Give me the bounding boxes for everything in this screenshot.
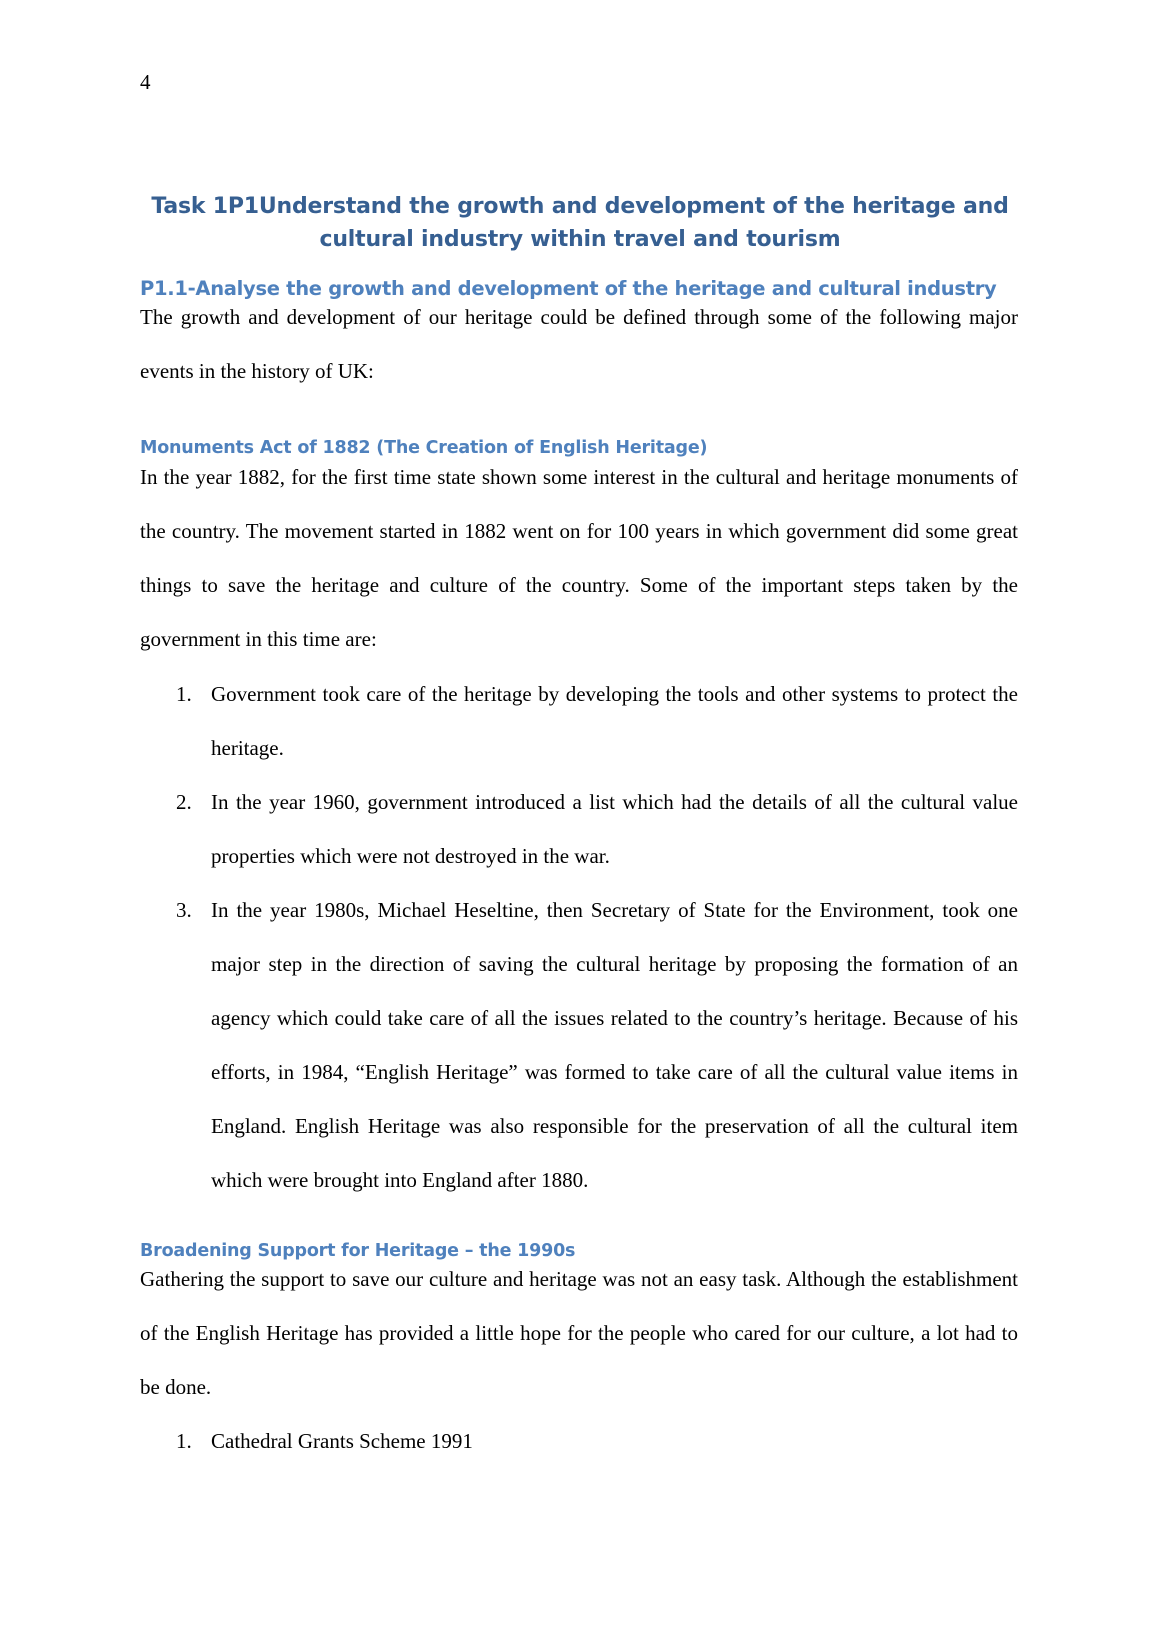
list-item-number: 3. xyxy=(176,898,192,922)
list-item-text: In the year 1960, government introduced a list which had the details of all the cultural value properties which were not destroyed in the war. xyxy=(211,790,1018,868)
section-heading: P1.1-Analyse the growth and development of the heritage and cultural industry xyxy=(140,277,997,300)
broadening-paragraph: Gathering the support to save our culture and heritage was not an easy task. Although the establishment of the English Heritage has provided a little hope for the people who cared for our culture, a lot had to be done. xyxy=(140,1267,1018,1399)
page-number: 4 xyxy=(140,70,151,94)
list-item-text: Cathedral Grants Scheme 1991 xyxy=(211,1429,473,1453)
intro-paragraph: The growth and development of our heritage could be defined through some of the following major events in the history of UK: xyxy=(140,305,1018,383)
list-item xyxy=(140,667,1018,775)
list-item-number: 1. xyxy=(176,1429,192,1453)
list-item xyxy=(140,1414,1018,1468)
broadening-list xyxy=(140,1414,1018,1468)
list-item xyxy=(140,883,1018,1207)
monuments-list xyxy=(140,667,1018,1207)
list-item-text: Government took care of the heritage by developing the tools and other systems to protect the heritage. xyxy=(211,682,1018,760)
document-title: Task 1P1Understand the growth and development of the heritage and cultural industry within travel and tourism xyxy=(151,194,1009,252)
list-item-number: 1. xyxy=(176,682,192,706)
monuments-paragraph: In the year 1882, for the first time state shown some interest in the cultural and heritage monuments of the country. The movement started in 1882 went on for 100 years in which government did some great things to save the heritage and culture of the country. Some of the important steps taken by the government in this time are: xyxy=(140,465,1018,651)
list-item-text: In the year 1980s, Michael Heseltine, then Secretary of State for the Environment, took one major step in the direction of saving the cultural heritage by proposing the formation of an agency which could take care of all the issues related to the country’s heritage. Because of his efforts, in 1984, “English Heritage” was formed to take care of all the cultural value items in England. English Heritage was also responsible for the preservation of all the cultural item which were brought into England after 1880. xyxy=(211,898,1018,1192)
monuments-heading: Monuments Act of 1882 (The Creation of English Heritage) xyxy=(140,438,708,458)
broadening-heading: Broadening Support for Heritage – the 1990s xyxy=(140,1241,576,1261)
list-item xyxy=(140,775,1018,883)
list-item-number: 2. xyxy=(176,790,192,814)
